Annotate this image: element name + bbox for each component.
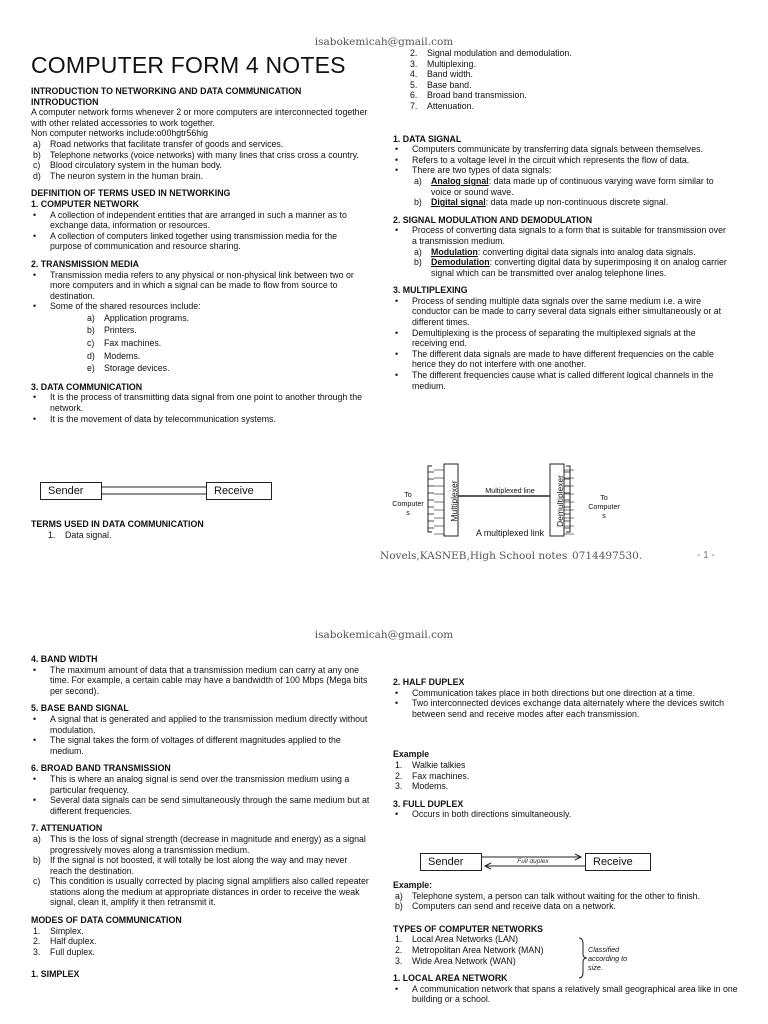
list-item: • There are two types of data signals: <box>393 165 733 176</box>
page-number: - 1 - <box>697 550 715 561</box>
non-networks-label: Non computer networks include:o00hgtr56hig <box>31 128 209 139</box>
half-duplex-heading: 2. HALF DUPLEX <box>393 677 465 687</box>
list-item: d) Modems. <box>87 350 141 361</box>
list-item: • Two interconnected devices exchange data alternately where the devices switch between send and receive modes after each transmission. <box>393 698 733 719</box>
half-duplex-examples <box>393 760 733 792</box>
list-item: • Several data signals can be send simultaneously through the same medium but at different frequencies. <box>31 795 371 816</box>
bandwidth-bullets <box>31 665 371 697</box>
list-item: • This is where an analog signal is send over the transmission medium using a particular frequency. <box>31 774 371 795</box>
list-item: • Process of converting data signals to a form that is suitable for transmission over a transmission medium. <box>393 225 733 246</box>
transmission-media-heading: 2. TRANSMISSION MEDIA <box>31 258 140 269</box>
list-item: • A signal that is generated and applied to the transmission medium directly without modulation. <box>31 714 371 735</box>
list-item: • The signal takes the form of voltages of different magnitudes applied to the medium. <box>31 735 371 756</box>
multiplexing-heading: 3. MULTIPLEXING <box>393 285 468 296</box>
demultiplexer-label: Demultiplexer <box>555 475 565 527</box>
header-email: isabokemicah@gmail.com <box>314 629 454 641</box>
list-item: b) Demodulation: converting digital data by superimposing it on analog carrier signal which can be transmitted over analog telephone lines. <box>414 257 727 278</box>
definitions-heading: DEFINITION OF TERMS USED IN NETWORKING <box>31 188 231 199</box>
page2-right-column <box>393 677 733 820</box>
list-item: 6. Broad band transmission. <box>410 90 527 101</box>
list-item: 2. Metropolitan Area Network (MAN) <box>395 944 544 955</box>
half-duplex-bullets <box>393 688 733 720</box>
header-email: isabokemicah@gmail.com <box>314 36 454 48</box>
list-item: 1. Walkie talkies <box>395 759 466 770</box>
baseband-bullets <box>31 714 371 756</box>
list-item: c) Fax machines. <box>87 338 162 349</box>
multiplexed-line-label: Multiplexed line <box>485 486 535 495</box>
list-item: • Occurs in both directions simultaneously. <box>393 809 733 820</box>
modes-list <box>31 926 371 958</box>
list-item: • The different data signals are made to have different frequencies on the cable hence they do not interfere with one another. <box>393 349 733 370</box>
full-duplex-bullets <box>393 809 733 820</box>
page1-right-column <box>393 48 733 391</box>
footer-text: Novels,KASNEB,High School notes <box>380 550 568 562</box>
baseband-heading: 5. BASE BAND SIGNAL <box>31 703 129 714</box>
intro-heading: INTRODUCTION TO NETWORKING AND DATA COMMUNICATION <box>31 86 302 96</box>
modulation-bullets <box>393 225 733 246</box>
intro-subheading: INTRODUCTION <box>31 96 99 107</box>
simplex-link <box>102 484 206 498</box>
computer-network-bullets <box>31 210 371 252</box>
list-item: a) This is the loss of signal strength (decrease in magnitude and energy) as a signal progressively moves along a transmission medium. <box>33 833 366 855</box>
full-duplex-heading: 3. FULL DUPLEX <box>393 798 464 809</box>
computer-network-heading: 1. COMPUTER NETWORK <box>31 198 140 209</box>
list-item: b) If the signal is not boosted, it will totally be lost along the way and may never reach the destination. <box>33 855 348 876</box>
non-networks-list <box>31 139 371 181</box>
transmission-media-bullets <box>31 270 371 312</box>
modulation-heading: 2. SIGNAL MODULATION AND DEMODULATION <box>393 214 593 225</box>
list-item: • Demultiplexing is the process of separating the multiplexed signals at the receiving end. <box>393 328 733 349</box>
list-item: • Communication takes place in both directions but one direction at a time. <box>393 688 733 699</box>
attenuation-heading: 7. ATTENUATION <box>31 823 103 834</box>
terms-heading: TERMS USED IN DATA COMMUNICATION <box>31 519 204 529</box>
intro-paragraph: A computer network forms whenever 2 or more computers are interconnected together with other related accessories to work together. <box>31 107 368 128</box>
broadband-bullets <box>31 774 371 816</box>
list-item: • Some of the shared resources include: <box>31 301 371 312</box>
list-item: 3. Modems. <box>395 781 449 792</box>
list-item: 5. Base band. <box>410 79 472 90</box>
data-signal-heading: 1. DATA SIGNAL <box>393 133 462 144</box>
list-item: • Refers to a voltage level in the circuit which represents the flow of data. <box>393 155 733 166</box>
list-item: c) Blood circulatory system in the human body. <box>33 160 222 171</box>
page-2 <box>0 620 768 1024</box>
list-item: • The different frequencies cause what is called different logical channels in the medium. <box>393 370 733 391</box>
list-item: 3. Multiplexing. <box>410 58 476 69</box>
list-item: • The maximum amount of data that a transmission medium can carry at any one time. For example, a certain cable may have a bandwidth of 100 Mbps (Mega bits per second). <box>31 665 371 697</box>
resources-list <box>85 312 371 375</box>
attenuation-list <box>31 834 371 908</box>
terms-list-continued <box>408 48 733 112</box>
modulation-types-list <box>412 247 733 279</box>
list-item: 2. Signal modulation and demodulation. <box>410 48 572 58</box>
list-item: b) Digital signal: data made up non-continuous discrete signal. <box>414 197 669 208</box>
receive-box: Receive <box>585 853 651 871</box>
list-item: • It is the movement of data by telecommunication systems. <box>31 414 371 425</box>
modes-heading: MODES OF DATA COMMUNICATION <box>31 915 182 926</box>
terms-list-start <box>46 530 371 541</box>
list-item: b) Computers can send and receive data on a network. <box>395 901 616 912</box>
footer-phone: 0714497530. <box>572 550 643 562</box>
lan-bullets <box>393 984 753 1005</box>
list-item: 4. Band width. <box>410 69 473 80</box>
list-item: d) The neuron system in the human brain. <box>33 170 204 181</box>
data-communication-heading: 3. DATA COMMUNICATION <box>31 381 143 392</box>
page2-right-lower <box>393 880 753 1005</box>
data-signal-bullets <box>393 144 733 176</box>
multiplexer-label: Multiplexer <box>449 480 459 522</box>
signal-types-list <box>412 176 733 208</box>
list-item: 7. Attenuation. <box>410 100 474 111</box>
list-item: a) Application programs. <box>87 312 190 323</box>
list-item: • Computers communicate by transferring data signals between themselves. <box>393 144 733 155</box>
full-duplex-example-label: Example: <box>393 880 433 890</box>
list-item: a) Telephone system, a person can talk without waiting for the other to finish. <box>395 890 701 901</box>
network-types-list <box>393 934 753 966</box>
full-duplex-line-label: Full duplex <box>517 858 549 865</box>
list-item: • It is the process of transmitting data signal from one point to another through the network. <box>31 392 371 413</box>
sender-box: Sender <box>40 482 102 500</box>
list-item: 3. Full duplex. <box>33 946 95 957</box>
list-item: a) Road networks that facilitate transfer of goods and services. <box>33 138 284 149</box>
page2-left-column <box>31 654 371 980</box>
page-title: COMPUTER FORM 4 NOTES <box>31 52 346 78</box>
list-item: 1. Simplex. <box>33 925 84 936</box>
full-duplex-examples <box>393 891 753 912</box>
list-item: a) Modulation: converting digital data signals into analog data signals. <box>414 246 696 257</box>
data-communication-bullets <box>31 392 371 424</box>
list-item: b) Telephone networks (voice networks) with many lines that criss cross a country. <box>33 149 359 160</box>
lan-heading: 1. LOCAL AREA NETWORK <box>393 973 508 984</box>
terms-block <box>31 519 371 540</box>
list-item: • Transmission media refers to any physical or non-physical link between two or more computers and in which a signal can be made to flow from source to destination. <box>31 270 371 302</box>
list-item: 3. Wide Area Network (WAN) <box>395 955 516 966</box>
list-item: 2. Fax machines. <box>395 770 470 781</box>
list-item: • Process of sending multiple data signals over the same medium i.e. a wire conductor can be made to carry several data signals either simultaneously or at different times. <box>393 296 733 328</box>
right-computers-label: To Computer s <box>588 493 620 520</box>
page1-left-column <box>31 52 371 424</box>
classified-note: Classified according to size. <box>588 945 628 972</box>
broadband-heading: 6. BROAD BAND TRANSMISSION <box>31 763 171 774</box>
multiplexing-bullets <box>393 296 733 391</box>
sender-box: Sender <box>420 853 482 871</box>
list-item: e) Storage devices. <box>87 363 170 374</box>
receive-box: Receive <box>206 482 272 500</box>
list-item: 2. Half duplex. <box>33 936 97 947</box>
bandwidth-heading: 4. BAND WIDTH <box>31 654 98 664</box>
half-duplex-example-label: Example <box>393 749 430 760</box>
simplex-heading: 1. SIMPLEX <box>31 969 80 980</box>
page-gap <box>0 578 768 620</box>
list-item: b) Printers. <box>87 325 137 336</box>
list-item: 1. Data signal. <box>48 529 112 540</box>
list-item: a) Analog signal: data made up of continuous varying wave form similar to voice or sound wave. <box>414 175 714 197</box>
list-item: • A communication network that spans a relatively small geographical area like in one building or a school. <box>393 984 753 1005</box>
network-types-heading: TYPES OF COMPUTER NETWORKS <box>393 923 544 934</box>
list-item: • A collection of independent entities that are arranged in such a manner as to exchange data, information or resources. <box>31 210 371 231</box>
list-item: c) This condition is usually corrected by placing signal amplifiers also called repeater stations along the medium at appropriate distances in order to receive the weak signal, clean it, amplify it then retransmit it. <box>33 876 369 908</box>
multiplexed-link-caption: A multiplexed link <box>476 528 544 538</box>
list-item: • A collection of computers linked together using transmission media for the purpose of communication and resource sharing. <box>31 231 371 252</box>
list-item: 1. Local Area Networks (LAN) <box>395 934 519 945</box>
left-computers-label: To Computer s <box>392 490 424 517</box>
